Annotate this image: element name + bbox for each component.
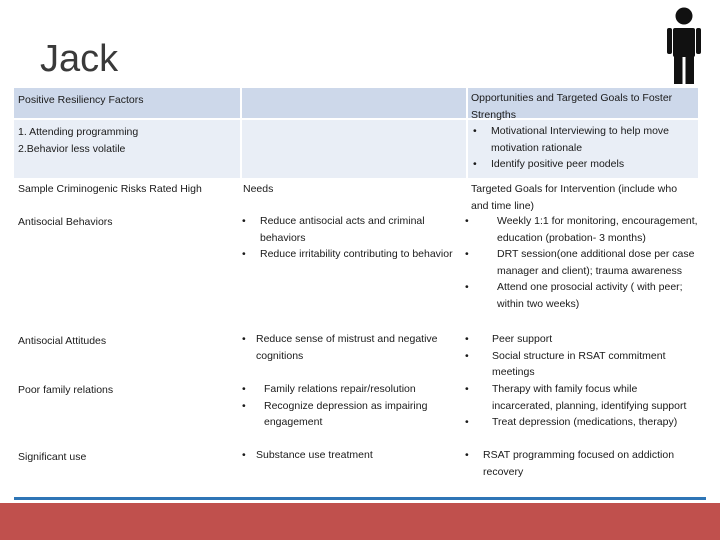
need-item: • Reduce sense of mistrust and negative cognitions: [240, 331, 466, 364]
strengths-list: [18, 124, 238, 157]
goal-item: • Social structure in RSAT commitment meetings: [463, 348, 699, 381]
risk-label: Significant use: [18, 451, 87, 463]
slide-title: Jack: [40, 38, 119, 80]
goals-list: [463, 381, 699, 431]
table-bottom-border: [14, 497, 706, 500]
opportunities-header: Opportunities and Targeted Goals to Foster Strengths: [471, 92, 673, 121]
goal-item: • Treat depression (medications, therapy): [463, 414, 699, 431]
goals-list: [463, 213, 699, 312]
need-item: • Reduce irritability contributing to behavior: [240, 246, 466, 263]
strength-item: 1. Attending programming: [18, 126, 139, 138]
column-divider: [240, 88, 242, 178]
strengths-column-header: Positive Resiliency Factors: [18, 94, 144, 106]
goals-list: [463, 331, 699, 381]
need-item: • Substance use treatment: [240, 447, 466, 464]
interventions-column-header: Targeted Goals for Intervention (include who and time line): [471, 183, 678, 212]
needs-list: [240, 381, 466, 431]
needs-list: [240, 447, 466, 464]
goals-list: [463, 447, 699, 480]
opportunity-item: • Identify positive peer models: [471, 156, 697, 173]
strength-item: 2.Behavior less volatile: [18, 142, 126, 155]
needs-list: [240, 213, 466, 263]
need-item: • Reduce antisocial acts and criminal behaviors: [240, 213, 466, 246]
opportunities-cell: [471, 90, 697, 173]
risk-label: Antisocial Attitudes: [18, 335, 107, 347]
goal-item: • Attend one prosocial activity ( with peer; within two weeks): [463, 279, 699, 312]
risk-label: Poor family relations: [18, 384, 114, 396]
goal-item: • Peer support: [463, 331, 699, 348]
need-item: • Recognize depression as impairing engagement: [240, 398, 466, 431]
person-icon: [664, 6, 704, 86]
goal-item: • Weekly 1:1 for monitoring, encouragement, education (probation- 3 months): [463, 213, 699, 246]
opportunity-item: • Motivational Interviewing to help move motivation rationale: [471, 123, 697, 156]
footer-bar: [0, 503, 720, 540]
goal-item: • RSAT programming focused on addiction recovery: [463, 447, 699, 480]
need-item: • Family relations repair/resolution: [240, 381, 466, 398]
goal-item: • Therapy with family focus while incarcerated, planning, identifying support: [463, 381, 699, 414]
needs-list: [240, 331, 466, 364]
goal-item: • DRT session(one additional dose per case manager and client); trauma awareness: [463, 246, 699, 279]
risks-column-header: Sample Criminogenic Risks Rated High: [18, 183, 202, 195]
column-divider: [466, 88, 468, 178]
needs-column-header: Needs: [243, 183, 274, 195]
risk-label: Antisocial Behaviors: [18, 216, 113, 228]
